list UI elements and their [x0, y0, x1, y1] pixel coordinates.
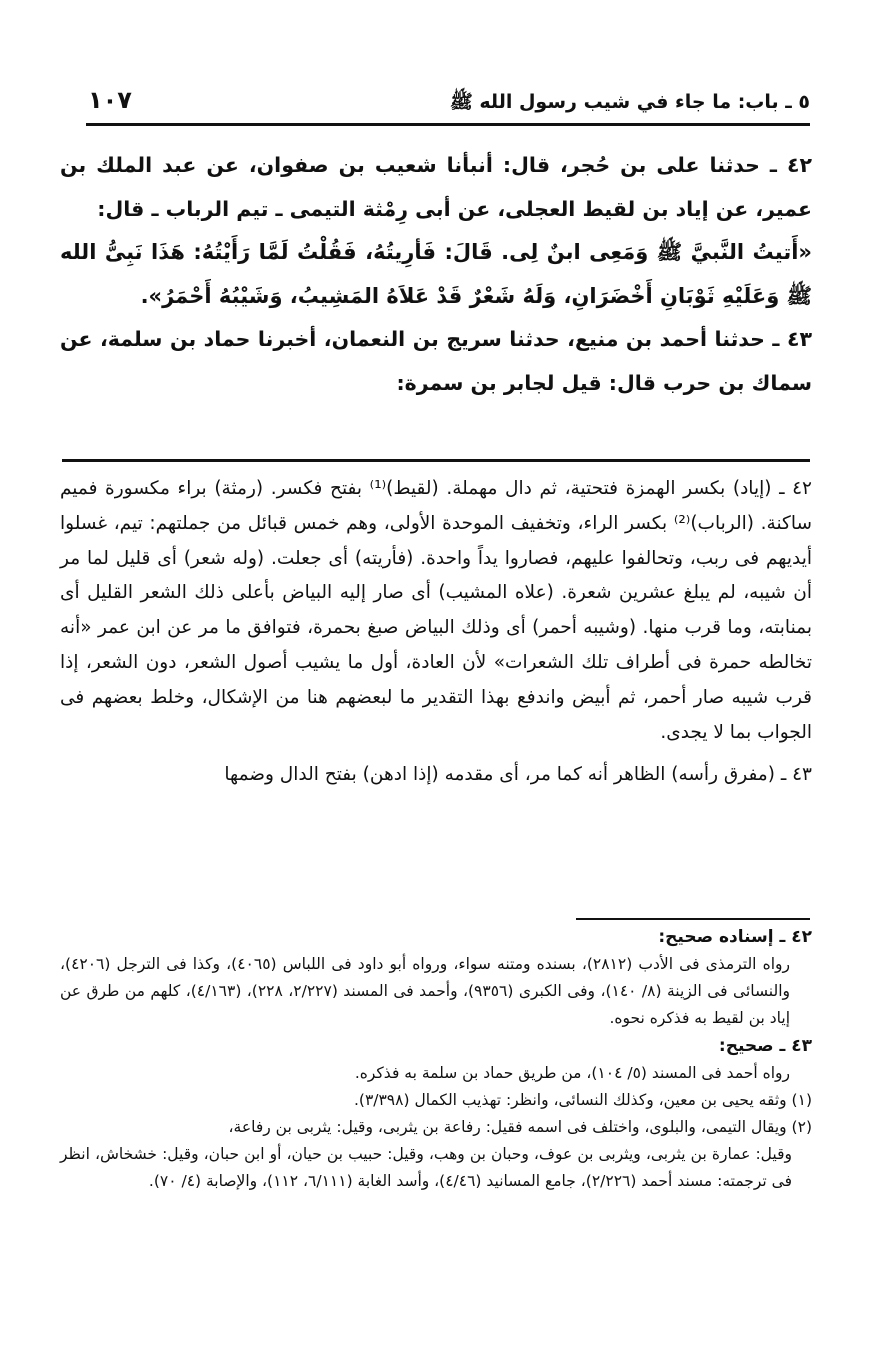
note-42-text: رواه الترمذى فى الأدب (٢٨١٢)، بسنده ومتنه سواء، ورواه أبو داود فى اللباس (٤٠٦٥)، وكذا فى الترجل (٤٢٠٦)، والنسائى فى الزينة (٨/ ١٤٠)، وفى الكبرى (٩٣٥٦)، وأحمد فى المسند (٢/٢٢٧، ٢٢٨)، (٤/١٦٣)، كلهم من طرق عن إياد بن لقيط به فذكره نحوه. — [60, 955, 791, 1028]
note-43-heading: ٤٣ ـ صحيح: — [718, 1035, 812, 1056]
hadith-text — [60, 144, 812, 405]
note-43-text: رواه أحمد فى المسند (٥/ ١٠٤)، من طريق حماد بن سلمة به فذكره. — [354, 1063, 790, 1082]
page-number: ١٠٧ — [88, 86, 132, 114]
hadith-42-matn: «أَتيتُ النَّبيَّ ﷺ وَمَعِى ابنٌ لِى. قَالَ: فَأرِيتُهُ، فَقُلْتُ لَمَّا رَأَيْتُهُ: هَذَا نَبِىُّ الله ﷺ وَعَلَيْهِ ثَوْبَانِ أَخْضَرَانِ، وَلَهُ شَعْرٌ قَدْ عَلاَهُ المَشِيبُ، وَشَيْبُهُ أَحْمَرُ». — [60, 240, 812, 308]
footnote-1: (١) وثقه يحيى بن معين، وكذلك النسائى، وانظر: تهذيب الكمال (٣/٣٩٨). — [353, 1090, 812, 1109]
hadith-42-isnad: ٤٢ ـ حدثنا على بن حُجر، قال: أنبأنا شعيب بن صفوان، عن عبد الملك بن عمير، عن إياد بن لقيط العجلى، عن أبى رِمْثة التيمى ـ تيم الرباب ـ قال: — [60, 153, 812, 221]
footnotes — [60, 924, 812, 1196]
hadith-43-isnad: ٤٣ ـ حدثنا أحمد بن منيع، حدثنا سريج بن النعمان، أخبرنا حماد بن سلمة، عن سماك بن حرب قال: قيل لجابر بن سمرة: — [60, 327, 812, 395]
commentary-42: ٤٢ ـ (إياد) بكسر الهمزة فتحتية، ثم دال مهملة. (لقيط)⁽¹⁾ بفتح فكسر. (رمثة) براء مكسورة فميم ساكنة. (الرباب)⁽²⁾ بكسر الراء، وتخفيف الموحدة الأولى، وهم خمس قبائل من جملتهم: تيم، غسلوا أيديهم فى ربب، وتحالفوا عليهم، فصاروا يداً واحدة. (فأريته) أى جعلت. (وله شعر) أى قليل لما مر أن شيبه، لم يبلغ عشرين شعرة. (علاه المشيب) أى صار إليه البياض بأعلى ذلك الشعر القليل أى بمنابته، وما قرب منها. (وشيبه أحمر) أى وذلك البياض صبغ بحمرة، فتوافق ما مر عن ابن عمر «أنه تخالطه حمرة فى أطراف تلك الشعرات» لأن العادة، أول ما يشيب أصول الشعر، دون الشعر، إذا قرب شيبه صار أحمر، ثم أبيض واندفع بهذا التقدير ما لبعضهم هنا من الإشكال، وخلط بعضهم فى الجواب بما لا يجدى. — [60, 478, 812, 743]
note-42-heading: ٤٢ ـ إسناده صحيح: — [658, 927, 812, 947]
commentary-rule — [62, 459, 810, 462]
footnote-2-continued: وقيل: عمارة بن يثربى، ويثربى بن عوف، وحبان بن وهب، وقيل: حبيب بن حيان، أو ابن حبان، وقيل: خشخاش، انظر فى ترجمته: مسند أحمد (٢/٢٢٦)، جامع المسانيد (٤/٤٦)، وأسد الغابة (٦/١١١، ١١٢)، والإصابة (٤/ ٧٠). — [60, 1145, 792, 1191]
commentary — [60, 472, 812, 793]
chapter-title: ٥ ـ باب: ما جاء في شيب رسول الله ﷺ — [449, 91, 810, 113]
page-header — [88, 84, 810, 124]
footnote-rule — [576, 918, 810, 920]
header-rule — [86, 123, 810, 126]
footnote-2: (٢) ويقال التيمى، والبلوى، واختلف فى اسمه فقيل: رفاعة بن يثربى، وقيل: يثربى بن رفاعة، — [228, 1118, 812, 1137]
commentary-43: ٤٣ ـ (مفرق رأسه) الظاهر أنه كما مر، أى مقدمه (إذا ادهن) بفتح الدال وضمها — [224, 764, 812, 786]
